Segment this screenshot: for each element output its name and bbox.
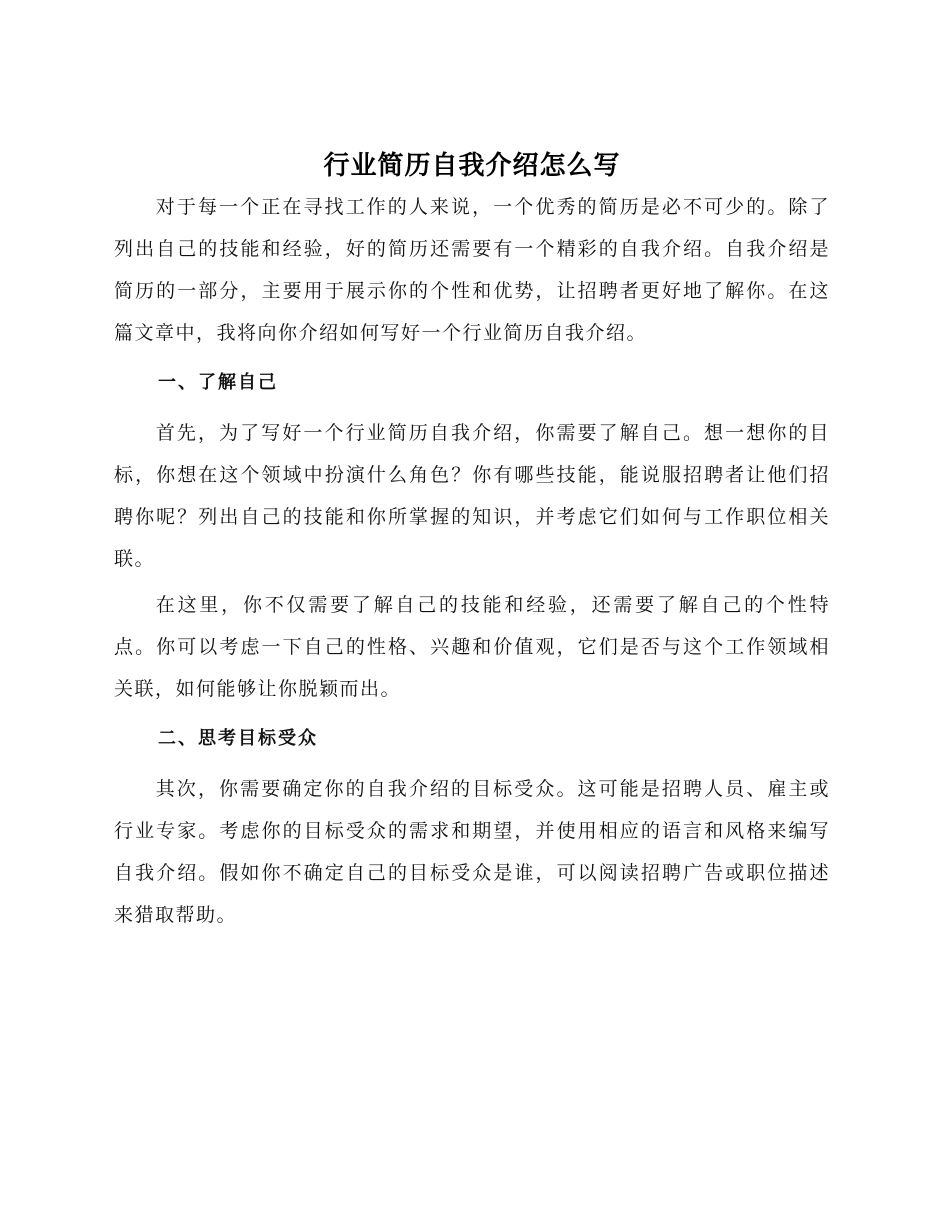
section-heading-2: 二、思考目标受众 xyxy=(158,728,318,749)
document-title: 行业简历自我介绍怎么写 xyxy=(323,151,621,181)
document-body xyxy=(114,146,830,936)
section-2-paragraph-1: 其次，你需要确定你的自我介绍的目标受众。这可能是招聘人员、雇主或行业专家。考虑你的目标受众的需求和期望，并使用相应的语言和风格来编写自我介绍。假如你不确定自己的目标受众是谁，可以阅读招聘广告或职位描述来猎取帮助。 xyxy=(114,778,830,926)
intro-paragraph: 对于每一个正在寻找工作的人来说，一个优秀的简历是必不可少的。除了列出自己的技能和经验，好的简历还需要有一个精彩的自我介绍。自我介绍是简历的一部分，主要用于展示你的个性和优势，让招聘者更好地了解你。在这篇文章中，我将向你介绍如何写好一个行业简历自我介绍。 xyxy=(114,196,830,344)
section-heading-1: 一、了解自己 xyxy=(158,372,278,393)
section-1-paragraph-2: 在这里，你不仅需要了解自己的技能和经验，还需要了解自己的个性特点。你可以考虑一下自己的性格、兴趣和价值观，它们是否与这个工作领域相关联，如何能够让你脱颖而出。 xyxy=(114,594,830,700)
section-1-paragraph-1: 首先，为了写好一个行业简历自我介绍，你需要了解自己。想一想你的目标，你想在这个领域中扮演什么角色？你有哪些技能，能说服招聘者让他们招聘你呢？列出自己的技能和你所掌握的知识，并考虑它们如何与工作职位相关联。 xyxy=(114,422,830,570)
